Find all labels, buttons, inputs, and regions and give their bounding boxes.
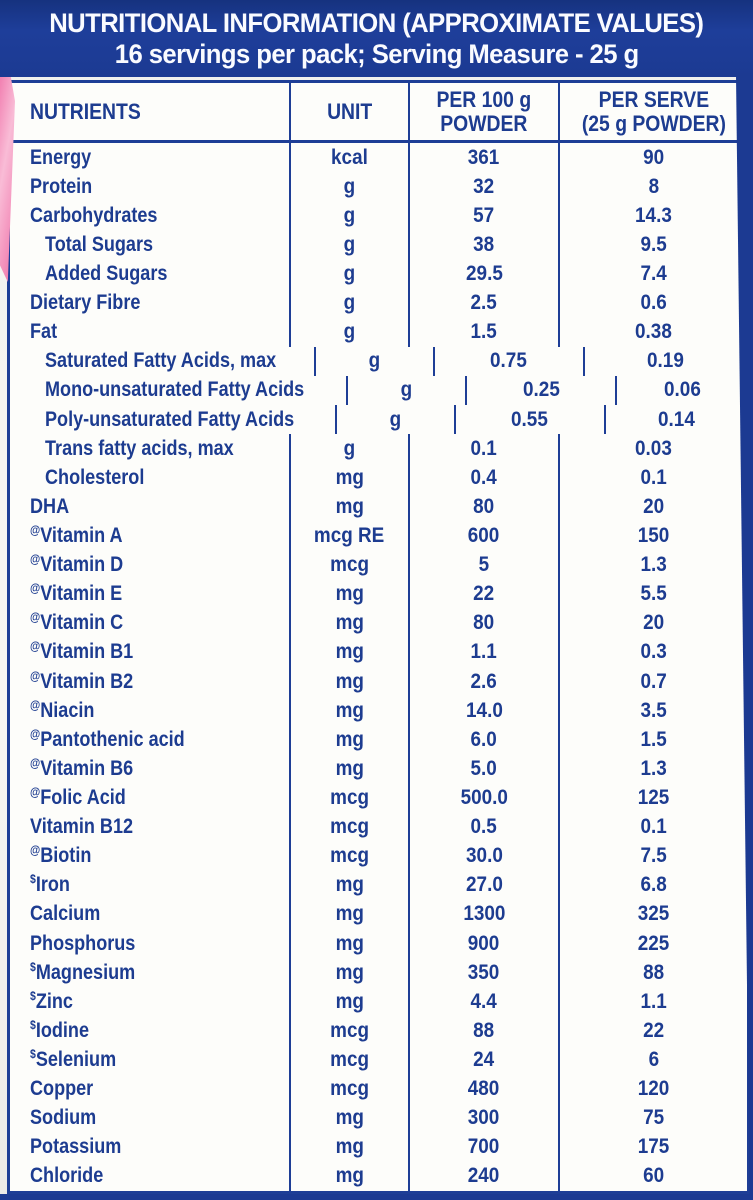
nutrient-label: @Vitamin A <box>30 522 123 547</box>
per-100g-cell: 38 <box>410 230 560 259</box>
per-100g-cell: 350 <box>410 958 560 987</box>
per-100g-cell: 480 <box>410 1075 560 1104</box>
per-serve-cell: 0.38 <box>635 320 672 344</box>
per-serve-cell: 20 <box>642 611 665 635</box>
per-100g-cell: 6.0 <box>410 725 560 754</box>
unit-cell: kcal <box>291 143 410 172</box>
nutrient-label: DHA <box>30 494 70 518</box>
footnote-marker: @ <box>30 522 41 537</box>
per-100g-cell: 0.75 <box>435 347 585 376</box>
per-100g-cell: 1.5 <box>410 318 560 347</box>
unit-cell: mg <box>291 987 410 1016</box>
table-row <box>10 463 747 492</box>
unit-cell: g <box>291 289 410 318</box>
unit-cell: mg <box>291 580 410 609</box>
unit-cell: g <box>291 230 410 259</box>
unit-cell: mg <box>291 929 410 958</box>
footnote-marker: @ <box>30 639 41 654</box>
nutrient-label: Dietary Fibre <box>30 291 141 315</box>
per-serve-cell: 14.3 <box>635 203 672 227</box>
per-100g-cell: 700 <box>410 1133 560 1162</box>
nutrient-label: Saturated Fatty Acids, max <box>45 349 277 373</box>
unit-cell: mcg <box>291 813 410 842</box>
per-serve-cell: 0.6 <box>640 291 667 315</box>
per-100g-cell: 1300 <box>410 900 560 929</box>
per-serve-cell: 0.03 <box>635 436 672 460</box>
table-row <box>10 1075 747 1104</box>
per-serve-cell: 225 <box>637 931 670 955</box>
nutrient-label: $Iron <box>30 872 70 897</box>
nutrient-name-cell <box>10 929 291 958</box>
unit-cell: g <box>337 405 456 434</box>
per-serve-cell: 325 <box>637 902 670 926</box>
per-100g-cell: 4.4 <box>410 987 560 1016</box>
table-row <box>10 900 747 929</box>
nutrient-label: @Biotin <box>30 843 92 868</box>
unit-cell: mg <box>291 900 410 929</box>
nutrient-name-cell <box>10 405 337 434</box>
footnote-marker: $ <box>30 1017 36 1032</box>
unit-cell: mcg <box>291 783 410 812</box>
per-100g-cell: 14.0 <box>410 696 560 725</box>
per-100g-cell: 5.0 <box>410 754 560 783</box>
footnote-marker: @ <box>30 610 41 625</box>
unit-cell: mg <box>291 667 410 696</box>
nutrient-name-cell <box>10 900 291 929</box>
unit-cell: mg <box>291 638 410 667</box>
per-100g-cell: 24 <box>410 1045 560 1074</box>
per-serve-cell: 0.19 <box>647 349 685 373</box>
nutrient-name-cell <box>10 609 291 638</box>
nutrient-name-cell <box>10 813 291 842</box>
nutrient-label: @Pantothenic acid <box>30 726 185 751</box>
table-row <box>10 1045 747 1074</box>
footnote-marker: @ <box>30 755 41 770</box>
unit-cell: mg <box>291 871 410 900</box>
nutrient-name-cell <box>10 172 291 201</box>
nutrient-label: Protein <box>30 174 93 198</box>
footnote-marker: @ <box>30 843 41 858</box>
unit-cell: mg <box>291 754 410 783</box>
per-serve-cell: 3.5 <box>640 698 667 722</box>
column-header-nutrients: NUTRIENTS <box>10 83 291 140</box>
per-100g-cell: 361 <box>410 143 560 172</box>
nutrient-label: Calcium <box>30 902 101 926</box>
column-header-per-serve: PER SERVE (25 g POWDER) <box>581 86 726 136</box>
nutrient-name-cell <box>10 638 291 667</box>
per-100g-cell: 57 <box>410 201 560 230</box>
nutrient-label: Vitamin B12 <box>30 815 134 839</box>
table-row <box>10 143 747 172</box>
nutrient-label: @Niacin <box>30 697 95 722</box>
nutrient-name-cell <box>10 259 291 288</box>
per-serve-cell: 0.06 <box>663 378 701 402</box>
per-serve-cell: 1.1 <box>640 989 667 1013</box>
nutrient-name-cell <box>10 318 291 347</box>
unit-cell: mg <box>291 696 410 725</box>
per-serve-cell: 1.3 <box>640 553 667 577</box>
unit-cell: mg <box>291 1133 410 1162</box>
unit-cell: mcg RE <box>291 521 410 550</box>
footnote-marker: $ <box>30 872 36 887</box>
unit-cell: g <box>316 347 435 376</box>
per-serve-cell: 7.5 <box>640 844 667 868</box>
per-100g-cell: 0.4 <box>410 463 560 492</box>
nutrient-label: Chloride <box>30 1164 104 1188</box>
per-100g-cell: 22 <box>410 580 560 609</box>
per-serve-cell: 6.8 <box>640 873 667 897</box>
per-100g-cell: 80 <box>410 609 560 638</box>
nutrient-name-cell <box>10 376 348 405</box>
nutrient-label: @Vitamin B1 <box>30 639 134 664</box>
footnote-marker: $ <box>30 1046 36 1061</box>
table-row <box>10 696 747 725</box>
per-100g-cell: 0.5 <box>410 813 560 842</box>
nutrient-label: Poly-unsaturated Fatty Acids <box>45 407 295 431</box>
nutrient-label: Mono-unsaturated Fatty Acids <box>45 378 305 402</box>
unit-cell: g <box>291 172 410 201</box>
per-serve-cell: 1.3 <box>640 756 667 780</box>
unit-cell: g <box>291 201 410 230</box>
table-row <box>10 1016 747 1045</box>
table-header-row <box>10 83 747 143</box>
unit-cell: mg <box>291 1104 410 1133</box>
unit-cell: g <box>291 259 410 288</box>
nutrient-label: @Vitamin B6 <box>30 755 134 780</box>
nutrient-name-cell <box>10 1133 291 1162</box>
nutrient-name-cell <box>10 230 291 259</box>
table-row <box>10 783 747 812</box>
nutrient-label: Added Sugars <box>45 261 168 285</box>
nutrient-label: @Vitamin D <box>30 552 124 577</box>
per-100g-cell: 900 <box>410 929 560 958</box>
table-row <box>10 871 747 900</box>
table-row <box>10 376 747 405</box>
table-row <box>10 1104 747 1133</box>
table-row <box>10 638 747 667</box>
table-row <box>10 754 747 783</box>
nutrient-name-cell <box>10 1162 291 1191</box>
nutrient-name-cell <box>10 725 291 754</box>
table-row <box>10 929 747 958</box>
nutrient-name-cell <box>10 463 291 492</box>
nutrient-label: @Vitamin E <box>30 581 123 606</box>
footnote-marker: $ <box>30 959 36 974</box>
footnote-marker: @ <box>30 668 41 683</box>
nutrient-label: Trans fatty acids, max <box>45 436 234 460</box>
nutrient-label: @Vitamin B2 <box>30 668 134 693</box>
per-serve-cell: 0.7 <box>640 669 667 693</box>
unit-cell: mg <box>291 609 410 638</box>
table-row <box>10 813 747 842</box>
table-row <box>10 667 747 696</box>
table-row <box>10 521 747 550</box>
per-serve-cell: 120 <box>637 1077 670 1101</box>
unit-cell: mg <box>291 1162 410 1191</box>
nutrient-label: Total Sugars <box>45 232 154 256</box>
per-100g-cell: 0.55 <box>456 405 606 434</box>
unit-cell: mcg <box>291 551 410 580</box>
nutrient-label: $Selenium <box>30 1046 117 1071</box>
per-100g-cell: 29.5 <box>410 259 560 288</box>
per-serve-cell: 60 <box>642 1164 665 1188</box>
table-row <box>10 172 747 201</box>
unit-cell: g <box>291 434 410 463</box>
table-row <box>10 230 747 259</box>
table-row <box>10 289 747 318</box>
table-row <box>10 1133 747 1162</box>
unit-cell: g <box>348 376 467 405</box>
per-serve-cell: 125 <box>637 785 670 809</box>
table-row <box>10 987 747 1016</box>
nutrient-name-cell <box>10 143 291 172</box>
unit-cell: mg <box>291 492 410 521</box>
per-100g-cell: 32 <box>410 172 560 201</box>
nutrient-name-cell <box>10 434 291 463</box>
per-serve-cell: 0.3 <box>640 640 667 664</box>
column-header-unit: UNIT <box>291 83 410 140</box>
per-100g-cell: 0.25 <box>467 376 617 405</box>
per-100g-cell: 80 <box>410 492 560 521</box>
nutrient-label: Fat <box>30 320 58 344</box>
subtitle: 16 servings per pack; Serving Measure - 25 g <box>114 39 639 69</box>
nutrient-name-cell <box>10 987 291 1016</box>
nutrient-label: Cholesterol <box>45 465 145 489</box>
unit-cell: mcg <box>291 1016 410 1045</box>
nutrient-name-cell <box>10 551 291 580</box>
nutrient-name-cell <box>10 1075 291 1104</box>
footnote-marker: @ <box>30 784 41 799</box>
nutrient-name-cell <box>10 783 291 812</box>
per-100g-cell: 5 <box>410 551 560 580</box>
per-serve-cell: 88 <box>642 960 665 984</box>
per-serve-cell: 0.1 <box>640 815 667 839</box>
nutrient-name-cell <box>10 1016 291 1045</box>
nutrient-name-cell <box>10 754 291 783</box>
table-row <box>10 1162 747 1191</box>
nutrient-label: $Magnesium <box>30 959 136 984</box>
nutrient-name-cell <box>10 521 291 550</box>
table-body <box>10 143 747 1191</box>
per-serve-cell: 22 <box>642 1018 665 1042</box>
nutrient-label: @Vitamin C <box>30 610 124 635</box>
nutrient-name-cell <box>10 580 291 609</box>
unit-cell: mg <box>291 958 410 987</box>
unit-cell: mg <box>291 725 410 754</box>
table-row <box>10 347 747 376</box>
table-row <box>10 580 747 609</box>
title: NUTRITIONAL INFORMATION (APPROXIMATE VALUES) <box>49 8 704 38</box>
table-row <box>10 492 747 521</box>
per-100g-cell: 240 <box>410 1162 560 1191</box>
per-serve-cell: 9.5 <box>640 232 667 256</box>
nutrient-label: Phosphorus <box>30 931 136 955</box>
footnote-marker: @ <box>30 581 41 596</box>
nutrient-name-cell <box>10 347 316 376</box>
table-row <box>10 259 747 288</box>
unit-cell: mg <box>291 463 410 492</box>
footnote-marker: @ <box>30 697 41 712</box>
table-row <box>10 842 747 871</box>
per-serve-cell: 0.14 <box>657 407 695 431</box>
per-100g-cell: 0.1 <box>410 434 560 463</box>
table-row <box>10 725 747 754</box>
per-serve-cell: 90 <box>642 145 665 169</box>
per-100g-cell: 300 <box>410 1104 560 1133</box>
nutrient-name-cell <box>10 696 291 725</box>
nutrient-label: $Zinc <box>30 988 73 1013</box>
nutrient-label: @Folic Acid <box>30 784 126 809</box>
table-row <box>10 609 747 638</box>
nutrient-name-cell <box>10 289 291 318</box>
table-row <box>10 405 747 434</box>
footnote-marker: $ <box>30 988 36 1003</box>
nutrient-label: Copper <box>30 1077 94 1101</box>
table-row <box>10 958 747 987</box>
per-100g-cell: 30.0 <box>410 842 560 871</box>
table-row <box>10 201 747 230</box>
per-serve-cell: 0.1 <box>640 465 667 489</box>
per-100g-cell: 27.0 <box>410 871 560 900</box>
nutrition-table <box>7 80 750 1194</box>
nutrient-name-cell <box>10 842 291 871</box>
per-serve-cell: 8 <box>648 174 659 198</box>
per-serve-cell: 175 <box>637 1135 670 1159</box>
nutrient-name-cell <box>10 1045 291 1074</box>
nutrient-label: Potassium <box>30 1135 122 1159</box>
table-row <box>10 434 747 463</box>
per-100g-cell: 500.0 <box>410 783 560 812</box>
unit-cell: g <box>291 318 410 347</box>
per-serve-cell: 150 <box>637 523 670 547</box>
unit-cell: mcg <box>291 842 410 871</box>
nutrient-label: Energy <box>30 145 92 169</box>
nutrient-name-cell <box>10 201 291 230</box>
per-100g-cell: 2.5 <box>410 289 560 318</box>
column-header-per-100g: PER 100 g POWDER <box>410 83 560 140</box>
packaging-bottom-edge <box>0 1194 753 1200</box>
unit-cell: mcg <box>291 1045 410 1074</box>
title-band <box>0 0 753 77</box>
per-100g-cell: 600 <box>410 521 560 550</box>
table-row <box>10 318 747 347</box>
nutrient-label: Sodium <box>30 1106 97 1130</box>
unit-cell: mcg <box>291 1075 410 1104</box>
per-serve-cell: 7.4 <box>640 261 667 285</box>
footnote-marker: @ <box>30 552 41 567</box>
nutrient-label: Carbohydrates <box>30 203 158 227</box>
per-serve-cell: 6 <box>648 1047 659 1071</box>
nutrient-label: $Iodine <box>30 1017 90 1042</box>
per-serve-cell: 20 <box>642 494 665 518</box>
per-100g-cell: 1.1 <box>410 638 560 667</box>
nutrient-name-cell <box>10 667 291 696</box>
per-serve-cell: 1.5 <box>640 727 667 751</box>
footnote-marker: @ <box>30 726 41 741</box>
per-serve-cell: 5.5 <box>640 582 667 606</box>
nutrient-name-cell <box>10 492 291 521</box>
nutrient-name-cell <box>10 958 291 987</box>
per-100g-cell: 2.6 <box>410 667 560 696</box>
nutrient-name-cell <box>10 1104 291 1133</box>
nutrient-name-cell <box>10 871 291 900</box>
per-100g-cell: 88 <box>410 1016 560 1045</box>
per-serve-cell: 75 <box>642 1106 665 1130</box>
table-row <box>10 551 747 580</box>
